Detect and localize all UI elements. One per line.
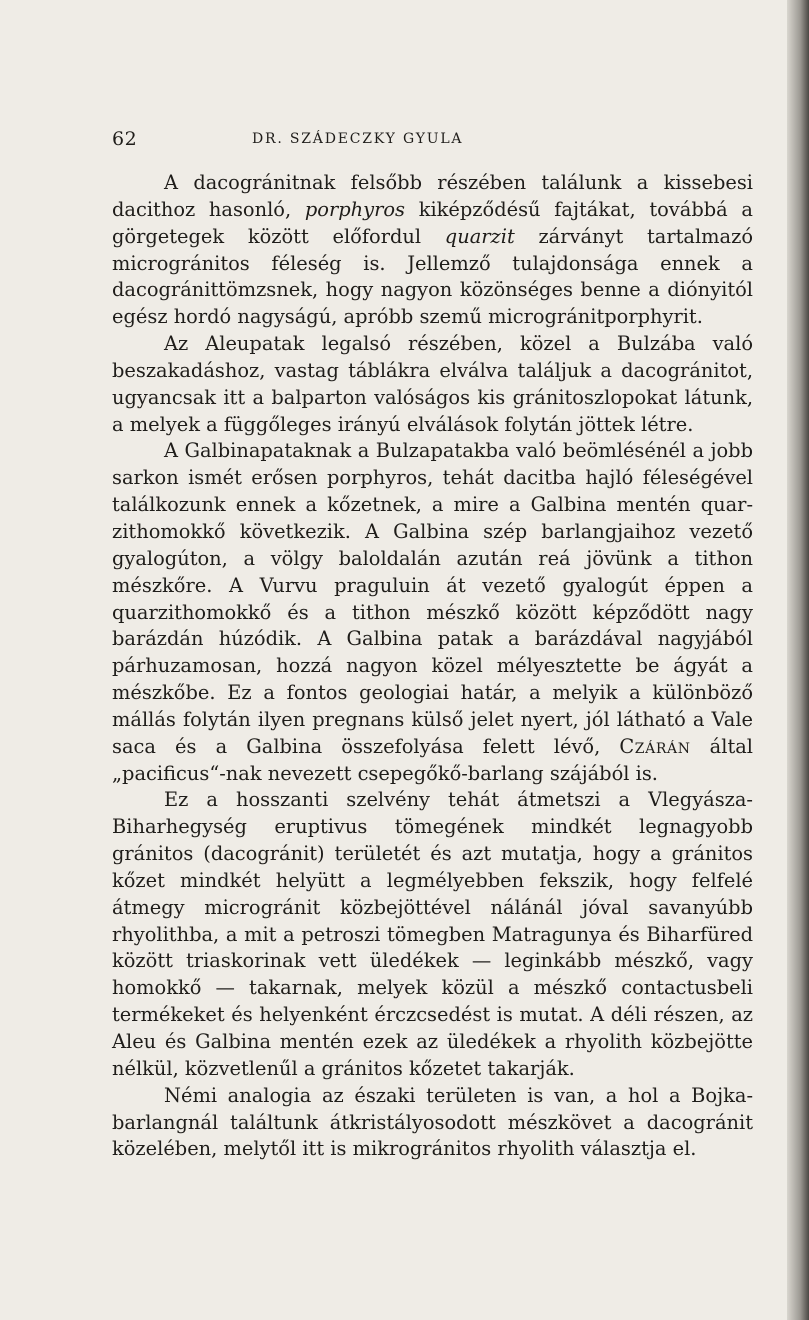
paragraph: [112, 170, 753, 331]
running-head: DR. SZÁDECZKY GYULA: [252, 131, 464, 147]
text-run: A dacogránitnak felsőbb részében találunk a kissebesi dacithoz hasonló,: [112, 171, 753, 221]
text-run: Ez a hosszanti szelvény tehát átmetszi a Vlegyásza-Biharhegység eruptivus tömegének mindkét legnagyobb gránitos (dacogránit) területét és azt mutatja, hogy a gránitos kőzet mindkét helyütt a legmélyebben fekszik, hogy felfelé átmegy microgránit közbejöttével nálánál jóval savanyúbb rhyolithba, a mit a petroszi tömegben Matragunya és Biharfüred között triaskorinak vett üledékek — leginkább mészkő, vagy homokkő — takarnak, melyek közül a mészkő contactusbeli termékeket és helyenként érczcsedést is mutat. A déli részen, az Aleu és Galbina mentén ezek az üledékek a rhyolith közbejötte nélkül, közvetlenűl a gránitos kőzetet takarják.: [112, 788, 753, 1080]
text-run: Némi analogia az északi területen is van, a hol a Bojkabarlangnál találtunk átkristályosodott mészkövet a dacogránit közelében, melytől itt is mikrogránitos rhyolith választja el.: [112, 1083, 753, 1161]
paragraph: [112, 438, 753, 787]
italic-term: porphyros: [304, 197, 405, 221]
page-binding-shadow: [787, 0, 809, 1320]
text-run: A Galbinapataknak a Bulzapatakba való beömlésénél a jobb sarkon ismét erősen porphyros, tehát dacitba hajló féleségével találkozunk ennek a kőzetnek, a mire a Galbina mentén quarzithomokkő következik. A Galbina szép barlangjaihoz vezető gyalogúton, a völgy baloldalán azután reá jövünk a tithon mészkőre. A Vurvu praguluin át vezető gyalogút éppen a quarzithomokkő és a tithon mészkő között képződött nagy barázdán húzódik. A Galbina patak a barázdával nagyjából párhuzamosan, hozzá nagyon közel mélyesztette be ágyát a mészkőbe. Ez a fontos geologiai határ, a melyik a különböző mállás folytán ilyen pregnans külső jelet nyert, jól látható a Vale saca és a Galbina összefolyása felett lévő,: [112, 439, 753, 758]
italic-term: quarzit: [444, 224, 515, 248]
text-run: kiképződésű fajtákat, továbbá a görgetegek között előfordul: [112, 197, 753, 248]
author-name: Czárán: [619, 734, 691, 758]
body-text: [112, 170, 753, 1163]
page-number: 62: [112, 128, 138, 150]
page-header: [112, 124, 752, 154]
paragraph: [112, 787, 753, 1082]
paragraph: [112, 1083, 753, 1164]
text-run: által „pacificus“-nak nevezett csepegőkő-barlang szájából is.: [112, 734, 753, 785]
paragraph: [112, 331, 753, 438]
text-run: Az Aleupatak legalsó részében, közel a Bulzába való beszakadáshoz, vastag táblákra elválva találjuk a dacogránitot, ugyancsak itt a balparton valóságos kis gránitoszlopokat látunk, a melyek a függőleges irányú elválások folytán jöttek létre.: [112, 332, 753, 436]
text-run: zárványt tartalmazó microgránitos féleség is. Jellemző tulajdonsága ennek a dacogránittömzsnek, hogy nagyon közönséges benne a diónyitól egész hordó nagyságú, apróbb szemű microgránitporphyrit.: [112, 224, 754, 329]
